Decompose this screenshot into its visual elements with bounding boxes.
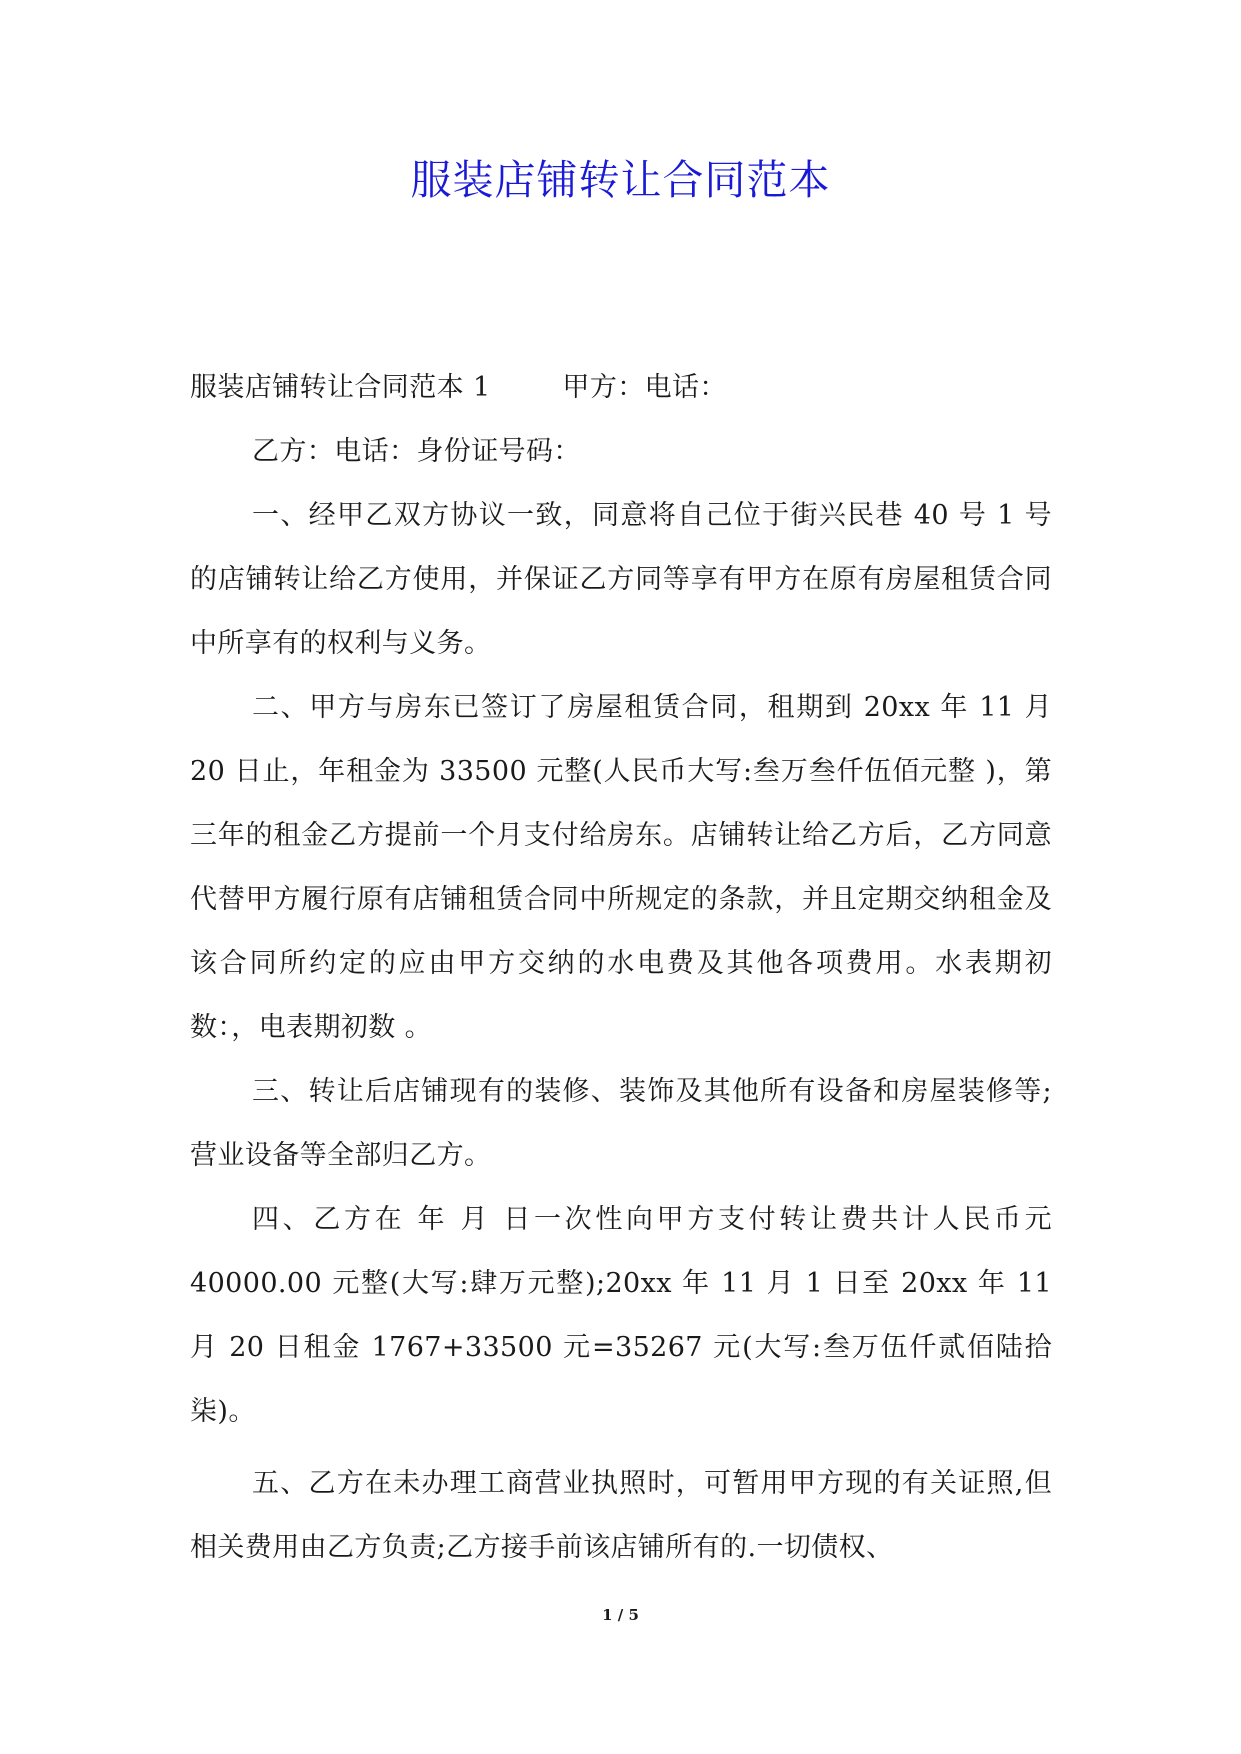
document-body [190, 356, 1052, 1580]
paragraph-clause-3: 三、转让后店铺现有的装修、装饰及其他所有设备和房屋装修等;营业设备等全部归乙方。 [190, 1076, 1052, 1171]
paragraph-clause-5: 五、乙方在未办理工商营业执照时，可暂用甲方现的有关证照,但相关费用由乙方负责;乙方接手前该店铺所有的.一切债权、 [190, 1468, 1052, 1563]
paragraph-clause-4: 四、乙方在 年 月 日一次性向甲方支付转让费共计人民币元 40000.00 元整(大写:肆万元整);20xx 年 11 月 1 日至 20xx 年 11 月 20 日租金 1767+33500 元=35267 元(大写:叁万伍仟贰佰陆拾柒)。 [190, 1204, 1052, 1427]
document-title: 服装店铺转让合同范本 [410, 156, 831, 204]
paragraph-header-line: 服装店铺转让合同范本 1 甲方：电话： [190, 372, 727, 403]
paragraph-clause-2: 二、甲方与房东已签订了房屋租赁合同，租期到 20xx 年 11 月 20 日止，年租金为 33500 元整(人民币大写:叁万叁仟伍佰元整 )，第三年的租金乙方提前一个月支付给房东。店铺转让给乙方后，乙方同意代替甲方履行原有店铺租赁合同中所规定的条款，并且定期交纳租金及该合同所约定的应由甲方交纳的水电费及其他各项费用。水表期初数：，电表期初数 。 [190, 692, 1052, 1043]
paragraph-party-b: 乙方：电话：身份证号码： [252, 436, 581, 467]
paragraph-clause-1: 一、经甲乙双方协议一致，同意将自己位于街兴民巷 40 号 1 号的店铺转让给乙方使用，并保证乙方同等享有甲方在原有房屋租赁合同中所享有的权利与义务。 [190, 500, 1052, 659]
page-number: 1 / 5 [602, 1606, 639, 1624]
